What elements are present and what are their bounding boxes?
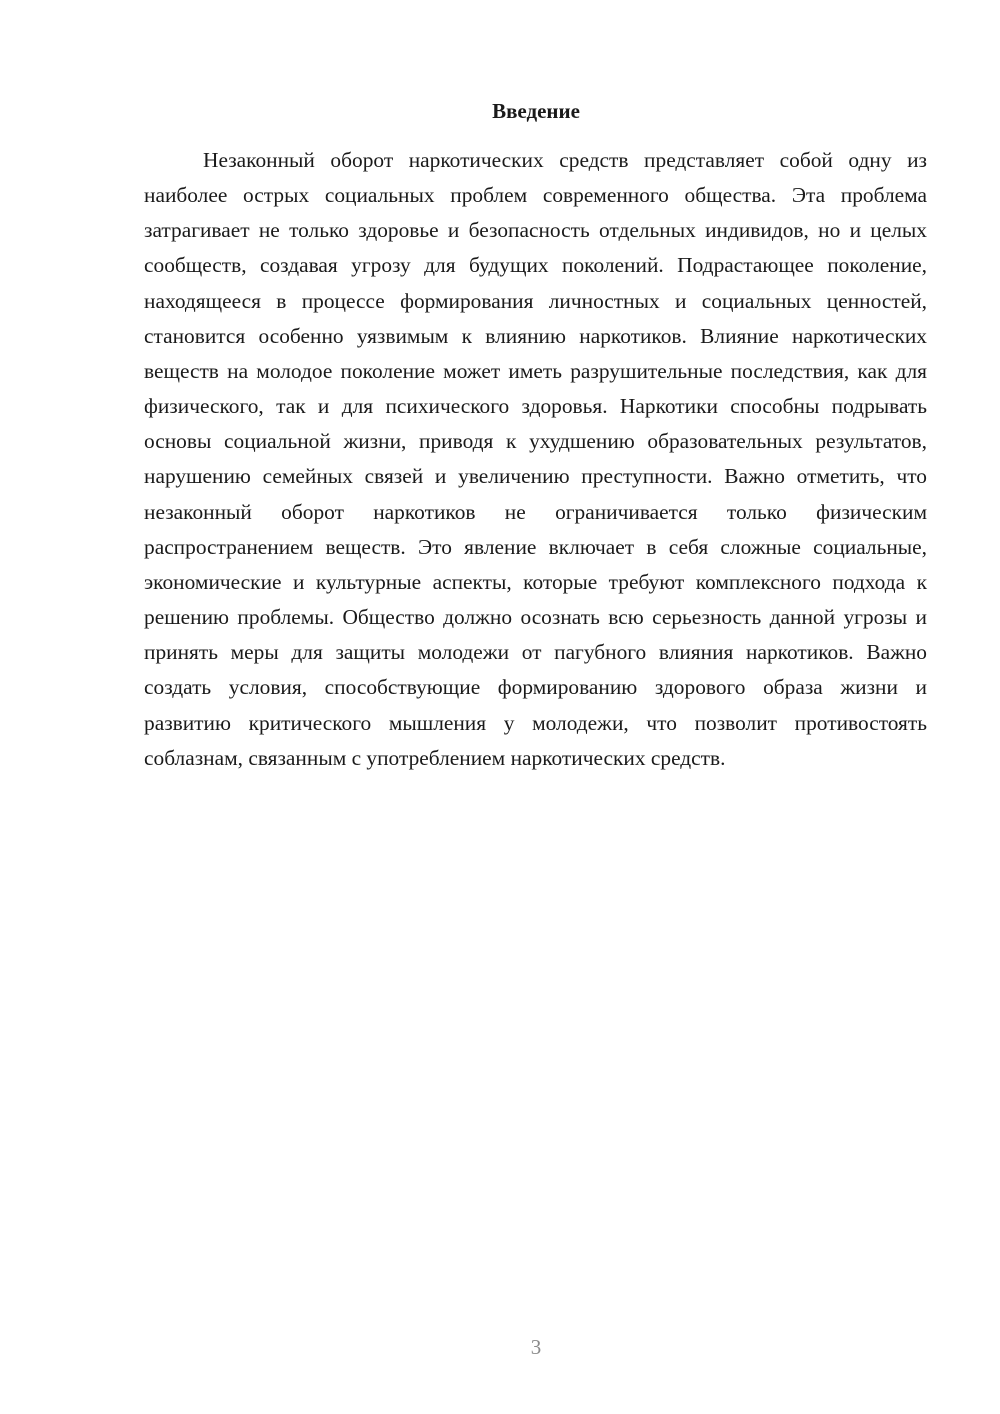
- section-heading: Введение: [492, 99, 580, 123]
- body-paragraph: Незаконный оборот наркотических средств представляет собой одну из наиболее острых социальных проблем современного общества. Эта проблема затрагивает не только здоровье и безопасность отдельных индивидов, но и целых сообществ, создавая угрозу для будущих поколений. Подрастающее поколение, находящееся в процессе формирования личностных и социальных ценностей, становится особенно уязвимым к влиянию наркотиков. Влияние наркотических веществ на молодое поколение может иметь разрушительные последствия, как для физического, так и для психического здоровья. Наркотики способны подрывать основы социальной жизни, приводя к ухудшению образовательных результатов, нарушению семейных связей и увеличению преступности. Важно отметить, что незаконный оборот наркотиков не ограничивается только физическим распространением веществ. Это явление включает в себя сложные социальные, экономические и культурные аспекты, которые требуют комплексного подхода к решению проблемы. Общество должно осознать всю серьезность данной угрозы и принять меры для защиты молодежи от пагубного влияния наркотиков. Важно создать условия, способствующие формированию здорового образа жизни и развитию критического мышления у молодежи, что позволит противостоять соблазнам, связанным с употреблением наркотических средств.: [144, 148, 927, 770]
- page-number: 3: [530, 1335, 542, 1359]
